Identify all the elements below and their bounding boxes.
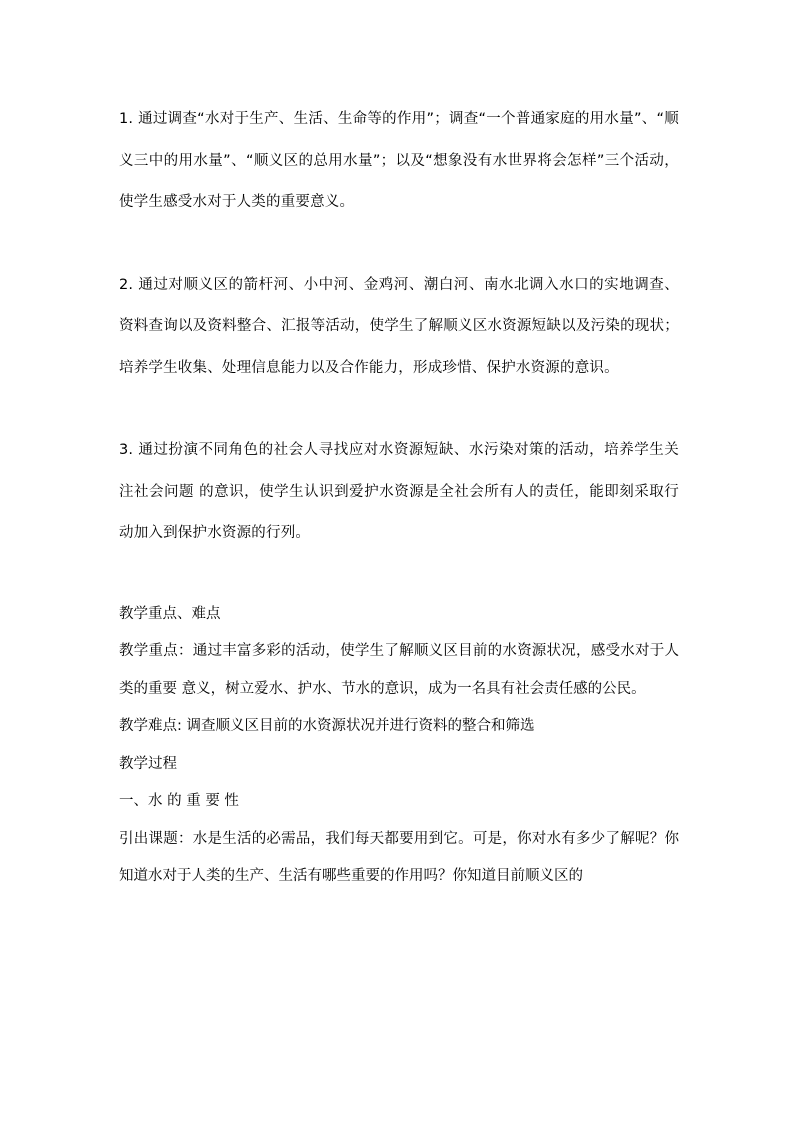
key-points-heading: 教学重点、难点 (119, 605, 221, 622)
difficult-point-text: 教学难点: 调查顺义区目前的水资源状况并进行资料的整合和筛选 (119, 718, 535, 734)
objective-3: 3. 通过扮演不同角色的社会人寻找应对水资源短缺、水污染对策的活动，培养学生关注社会问题 的意识，使学生认识到爱护水资源是全社会所有人的责任，能即刻采取行动加入到保护水资源的行列。 (119, 442, 679, 541)
document-body (119, 99, 679, 896)
intro-paragraph: 引出课题：水是生活的必需品，我们每天都要用到它。可是，你对水有多少了解呢？你知道水对于人类的生产、生活有哪些重要的作用吗？你知道目前顺义区的 (119, 830, 679, 884)
objective-1: 1. 通过调查“水对于生产、生活、生命等的作用”；调查“一个普通家庭的用水量”、“顺义三中的用水量”、“顺义区的总用水量”；以及“想象没有水世界将会怎样”三个活动，使学生感受水对于人类的重要意义。 (119, 111, 679, 210)
paragraph-gap (119, 555, 679, 596)
objective-2: 2. 通过对顺义区的箭杆河、小中河、金鸡河、潮白河、南水北调入水口的实地调查、资料查询以及资料整合、汇报等活动，使学生了解顺义区水资源短缺以及污染的现状；培养学生收集、处理信息能力以及合作能力，形成珍惜、保护水资源的意识。 (119, 276, 679, 376)
section-one-heading: 一、水 的 重 要 性 (119, 793, 239, 809)
teaching-process-heading: 教学过程 (119, 755, 177, 772)
paragraph-gap (119, 224, 679, 265)
key-point-text: 教学重点：通过丰富多彩的活动，使学生了解顺义区目前的水资源状况，感受水对于人类的重要 意义，树立爱水、护水、节水的意识，成为一名具有社会责任感的公民。 (119, 643, 679, 697)
paragraph-gap (119, 389, 679, 430)
